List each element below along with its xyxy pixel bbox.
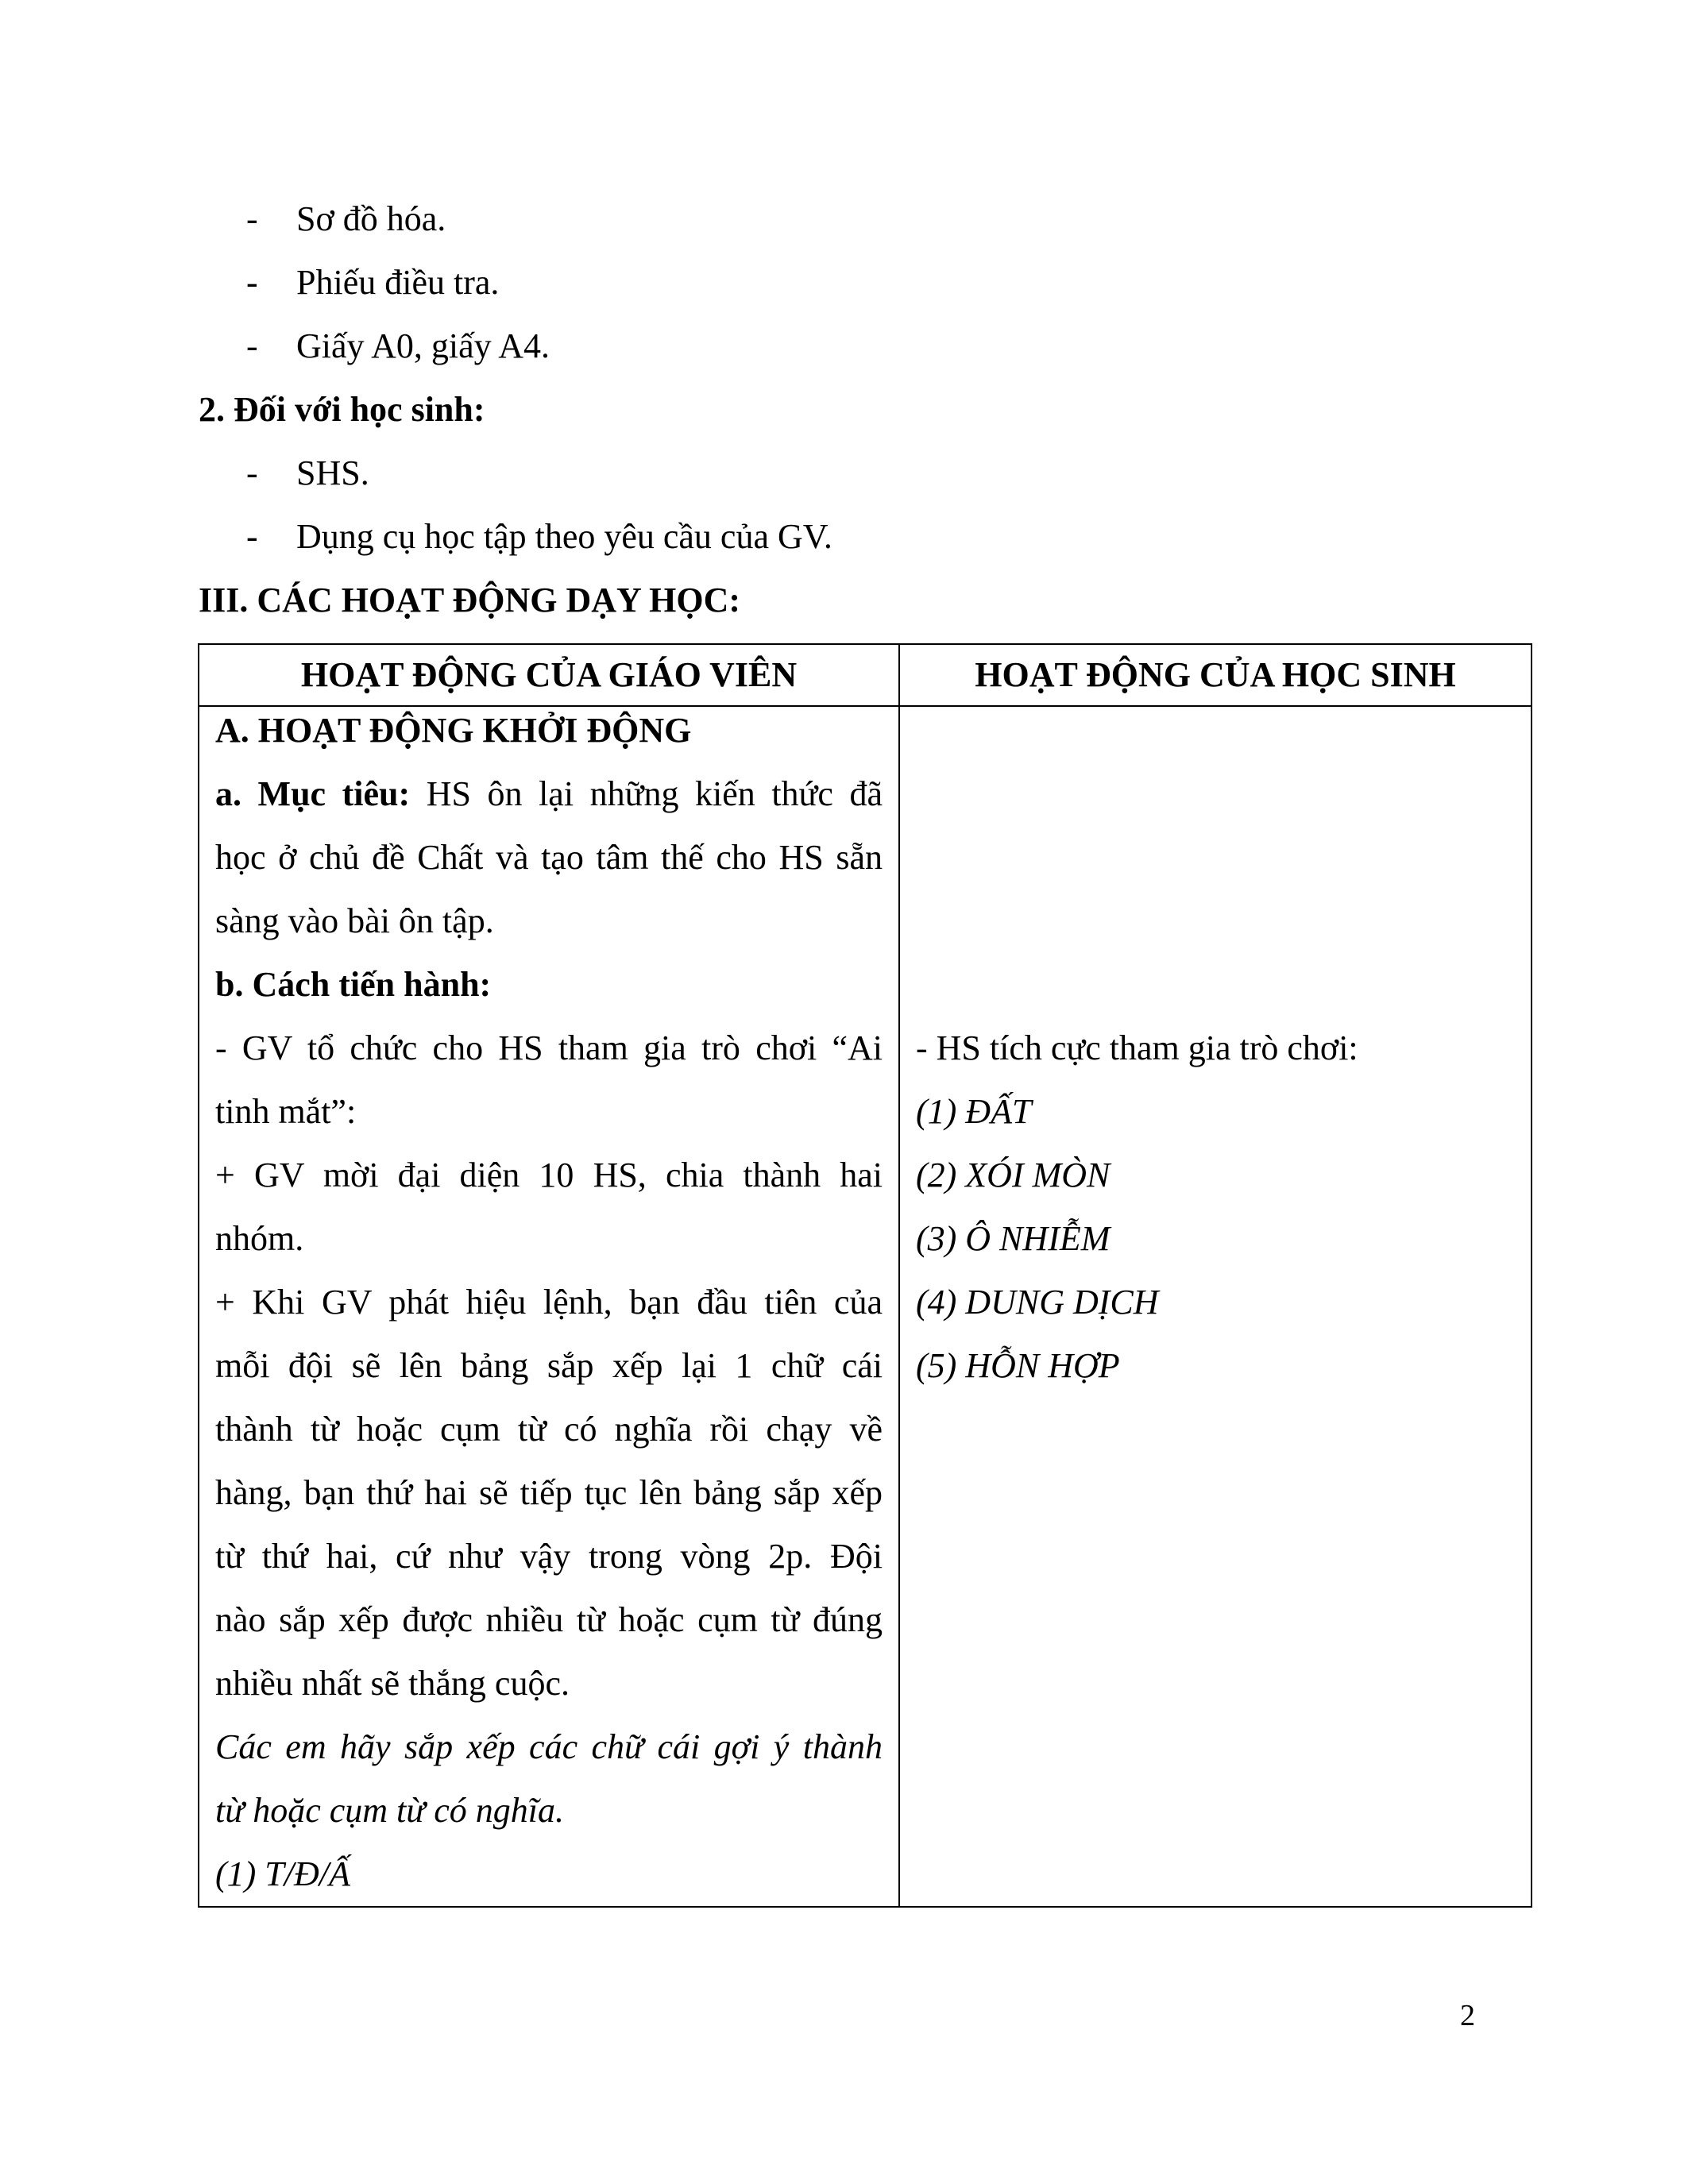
procedure-line: mỗi đội sẽ lên bảng sắp xếp lại 1 chữ cái bbox=[215, 1346, 883, 1385]
table-row bbox=[199, 706, 1532, 1907]
procedure-line: nhiều nhất sẽ thắng cuộc. bbox=[215, 1664, 570, 1703]
procedure-line: + Khi GV phát hiệu lệnh, bạn đầu tiên của bbox=[215, 1283, 883, 1322]
student-activity-cell bbox=[899, 706, 1532, 1907]
section-heading-students: 2. Đối với học sinh: bbox=[199, 390, 485, 429]
procedure-line: - GV tổ chức cho HS tham gia trò chơi “Ai bbox=[215, 1028, 883, 1067]
list-item-text: Sơ đồ hóa. bbox=[296, 199, 446, 238]
page-number: 2 bbox=[1460, 1999, 1475, 2032]
procedure-line: tinh mắt”: bbox=[215, 1092, 357, 1131]
cell-spacer bbox=[916, 707, 1515, 1017]
answer-item: (4) DUNG DỊCH bbox=[916, 1283, 1159, 1322]
list-item-text: Dụng cụ học tập theo yêu cầu của GV. bbox=[296, 517, 832, 556]
list-item-text: Giấy A0, giấy A4. bbox=[296, 326, 550, 365]
objective-label: a. Mục tiêu: bbox=[215, 774, 411, 813]
puzzle-item: (1) T/Đ/Ấ bbox=[215, 1854, 350, 1893]
objective-line: học ở chủ đề Chất và tạo tâm thế cho HS sẵn bbox=[215, 838, 883, 877]
answer-item: (5) HỖN HỢP bbox=[916, 1346, 1120, 1385]
procedure-label: b. Cách tiến hành: bbox=[215, 965, 492, 1004]
bullet-dash: - bbox=[246, 199, 258, 238]
header-teacher: HOẠT ĐỘNG CỦA GIÁO VIÊN bbox=[199, 644, 899, 706]
objective-line: sàng vào bài ôn tập. bbox=[215, 901, 494, 940]
procedure-line: + GV mời đại diện 10 HS, chia thành hai bbox=[215, 1156, 883, 1194]
procedure-line: thành từ hoặc cụm từ có nghĩa rồi chạy về bbox=[215, 1410, 883, 1449]
table-header-row bbox=[199, 644, 1532, 706]
answer-item: (1) ĐẤT bbox=[916, 1092, 1032, 1131]
list-item-text: SHS. bbox=[296, 453, 369, 492]
bullet-dash: - bbox=[246, 263, 258, 302]
student-intro: - HS tích cực tham gia trò chơi: bbox=[916, 1028, 1358, 1067]
bullet-dash: - bbox=[246, 517, 258, 556]
section-title: A. HOẠT ĐỘNG KHỞI ĐỘNG bbox=[215, 711, 692, 750]
prompt-line: từ hoặc cụm từ có nghĩa. bbox=[215, 1791, 565, 1830]
header-student: HOẠT ĐỘNG CỦA HỌC SINH bbox=[899, 644, 1532, 706]
procedure-line: nào sắp xếp được nhiều từ hoặc cụm từ đúng bbox=[215, 1600, 883, 1639]
teacher-activity-cell bbox=[199, 706, 899, 1907]
procedure-line: nhóm. bbox=[215, 1219, 304, 1258]
bullet-dash: - bbox=[246, 326, 258, 365]
procedure-line: hàng, bạn thứ hai sẽ tiếp tục lên bảng sắp xếp bbox=[215, 1473, 883, 1512]
answer-item: (3) Ô NHIỄM bbox=[916, 1219, 1111, 1258]
prompt-line: Các em hãy sắp xếp các chữ cái gợi ý thành bbox=[215, 1727, 883, 1766]
procedure-line: từ thứ hai, cứ như vậy trong vòng 2p. Đội bbox=[215, 1537, 883, 1576]
section-heading-activities: III. CÁC HOẠT ĐỘNG DẠY HỌC: bbox=[199, 581, 741, 619]
bullet-dash: - bbox=[246, 453, 258, 492]
list-item-text: Phiếu điều tra. bbox=[296, 263, 500, 302]
answer-item: (2) XÓI MÒN bbox=[916, 1156, 1111, 1194]
objective-line bbox=[215, 762, 883, 826]
objective-text: HS ôn lại những kiến thức đã bbox=[426, 774, 883, 813]
activities-table bbox=[198, 643, 1532, 1908]
